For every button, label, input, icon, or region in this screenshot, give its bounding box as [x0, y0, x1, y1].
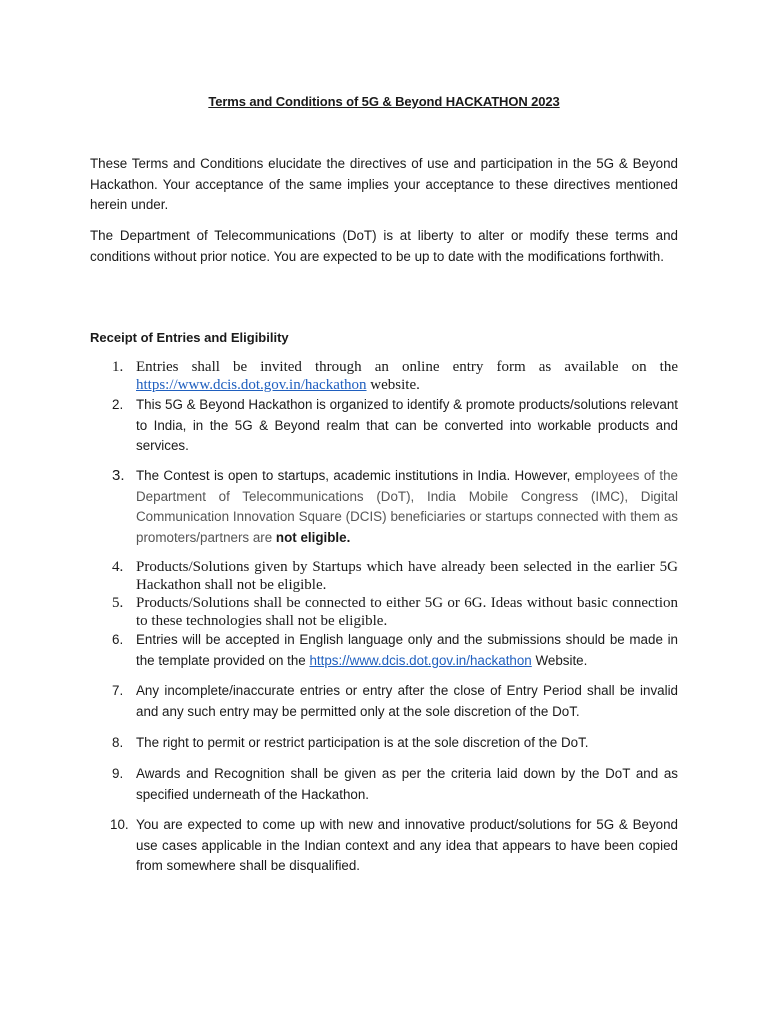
list-item-number: 8. — [112, 735, 124, 750]
list-item-number: 1. — [112, 359, 124, 375]
list-item-text: This 5G & Beyond Hackathon is organized to identify & promote products/solutions relevant to India, in the 5G & Beyond realm that can be converted into workable products and services. — [136, 397, 678, 454]
intro-paragraph-2: The Department of Telecommunications (DoT) is at liberty to alter or modify these terms and conditions without prior notice. You are expected to be up to date with the modifications forthwith. — [90, 228, 678, 264]
document-title: Terms and Conditions of 5G & Beyond HACKATHON 2023 — [208, 94, 560, 109]
list-item-number: 10. — [110, 817, 129, 832]
list-item-number: 9. — [112, 766, 124, 781]
list-item-number: 2. — [112, 397, 124, 412]
list-item-number: 3. — [112, 467, 125, 484]
list-item-text: The Contest is open to startups, academic institutions in India. However, employees of the Department of Telecommunications (DoT), India Mobile Congress (IMC), Digital Communication Innovation Square (DCIS) beneficiaries or startups connected with them as promoters/partners are not eligible. — [136, 468, 678, 545]
list-item-text: Entries shall be invited through an online entry form as available on the https://www.dcis.dot.gov.in/hackathon website. — [136, 359, 678, 393]
list-item-number: 6. — [112, 632, 124, 647]
list-item-text: Any incomplete/inaccurate entries or entry after the close of Entry Period shall be invalid and any such entry may be permitted only at the sole discretion of the DoT. — [136, 683, 678, 719]
list-item-text: The right to permit or restrict participation is at the sole discretion of the DoT. — [136, 735, 589, 750]
hackathon-link[interactable]: https://www.dcis.dot.gov.in/hackathon — [309, 652, 532, 668]
hackathon-link[interactable]: https://www.dcis.dot.gov.in/hackathon — [136, 376, 367, 393]
list-item-number: 5. — [112, 595, 124, 611]
list-item-text: Products/Solutions given by Startups which have already been selected in the earlier 5G Hackathon shall not be eligible. — [136, 559, 678, 593]
document-page — [90, 0, 678, 1024]
list-item-number: 4. — [112, 559, 124, 575]
list-item-text: Awards and Recognition shall be given as per the criteria laid down by the DoT and as specified underneath of the Hackathon. — [136, 766, 678, 802]
intro-paragraph-1: These Terms and Conditions elucidate the directives of use and participation in the 5G & Beyond Hackathon. Your acceptance of the same implies your acceptance to these directives mentioned herein under. — [90, 156, 678, 213]
list-item-number: 7. — [112, 683, 124, 698]
list-item-text: Entries will be accepted in English language only and the submissions should be made in the template provided on the https://www.dcis.dot.gov.in/hackathon Website. — [136, 632, 678, 668]
list-item-text: You are expected to come up with new and innovative product/solutions for 5G & Beyond use cases applicable in the Indian context and any idea that appears to have been copied from somewhere shall be disqualified. — [136, 817, 678, 874]
section-heading: Receipt of Entries and Eligibility — [90, 330, 289, 345]
list-item-text: Products/Solutions shall be connected to either 5G or 6G. Ideas without basic connection to these technologies shall not be eligible. — [136, 595, 678, 629]
